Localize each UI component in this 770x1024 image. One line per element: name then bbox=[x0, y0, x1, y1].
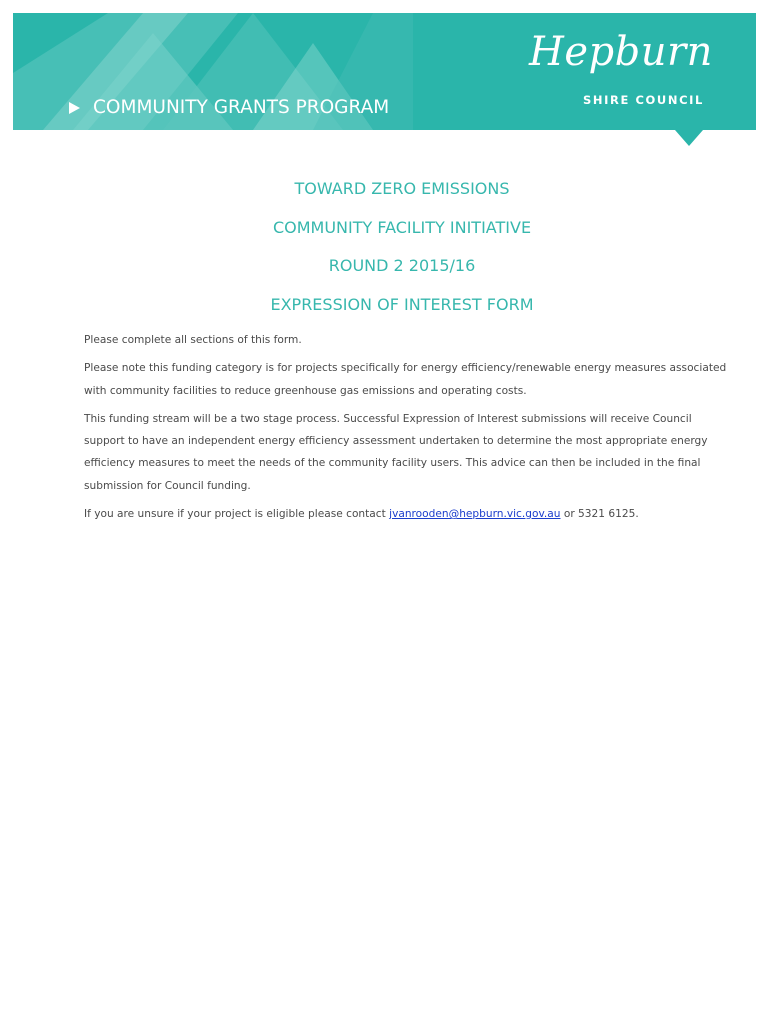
paragraph-2: Please note this funding category is for projects specifically for energy efficiency/renewable energy measures associated with community facilities to reduce greenhouse gas emissions and operating costs. bbox=[84, 362, 727, 397]
heading-line-1: TOWARD ZERO EMISSIONS bbox=[294, 179, 510, 198]
heading-line-2: COMMUNITY FACILITY INITIATIVE bbox=[272, 217, 532, 237]
logo-wordmark: Hepburn bbox=[529, 29, 713, 75]
contact-suffix: or 5321 6125. bbox=[560, 508, 639, 521]
paragraph-4 bbox=[84, 503, 729, 525]
form-headings bbox=[40, 178, 764, 332]
play-triangle-icon bbox=[69, 102, 81, 114]
heading-line-4: EXPRESSION OF INTEREST FORM bbox=[270, 294, 534, 314]
contact-prefix: If you are unsure if your project is eligible please contact bbox=[84, 508, 390, 521]
header-banner bbox=[13, 13, 756, 130]
heading-line-3: ROUND 2 2015/16 bbox=[328, 256, 476, 275]
paragraph-1: Please complete all sections of this form. bbox=[84, 334, 302, 346]
paragraph-3: This funding stream will be a two stage process. Successful Expression of Interest submissions will receive Council support to have an independent energy efficiency assessment undertaken to determine the most appropriate energy efficiency measures to meet the needs of the community facility users. This advice can then be included in the final submission for Council funding. bbox=[84, 412, 708, 492]
logo-subtitle: SHIRE COUNCIL bbox=[583, 93, 704, 107]
program-title: COMMUNITY GRANTS PROGRAM bbox=[93, 97, 390, 118]
contact-email-link[interactable]: jvanrooden@hepburn.vic.gov.au bbox=[389, 508, 561, 521]
intro-text bbox=[84, 329, 729, 531]
